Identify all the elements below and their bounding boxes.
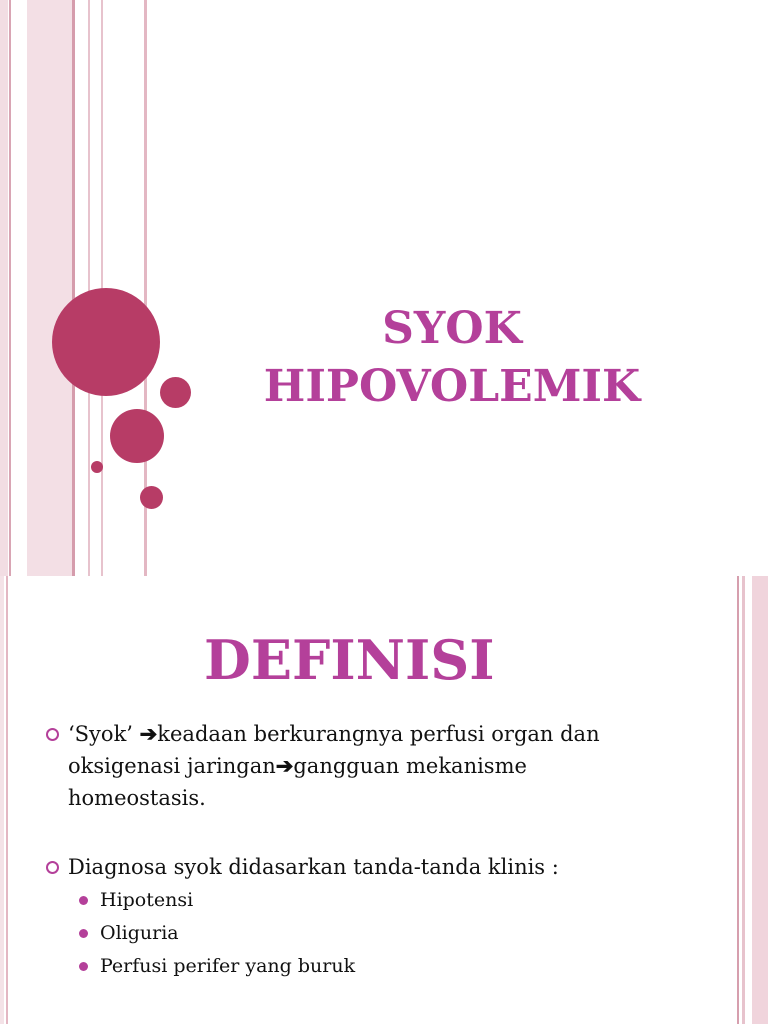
sub-bullet-item [80,921,179,945]
decor-circle-small [160,377,191,408]
dot-bullet-icon [79,929,88,938]
decor-stripe [72,0,75,576]
sub-bullet-text: Perfusi perifer yang buruk [100,955,356,977]
bullet-item-definition [46,718,666,814]
decor-stripe [6,576,8,1024]
dot-bullet-icon [79,962,88,971]
bullet-text: Diagnosa syok didasarkan tanda-tanda klinis : [68,855,559,879]
bullet-text-part: ‘Syok’ [68,722,140,746]
title-line-1: SYOK [382,303,522,354]
decor-stripe [0,576,4,1024]
decor-stripe [742,576,745,1024]
sub-bullet-item [80,888,193,912]
decor-circle-small [140,486,163,509]
arrow-right-icon: ➔ [275,753,294,778]
decor-stripe [0,0,8,576]
decor-stripe [9,0,11,576]
bullet-text [68,718,666,814]
sub-bullet-text: Oliguria [100,922,179,944]
sub-bullet-item [80,954,355,978]
title-line-2: HIPOVOLEMIK [263,361,641,412]
decor-stripe [88,0,90,576]
sub-bullet-text: Hipotensi [100,889,194,911]
bullet-text-part: gangguan mekanisme homeostasis. [68,754,527,810]
decor-circle-medium [110,409,164,463]
decor-stripe [752,576,768,1024]
dot-bullet-icon [79,896,88,905]
slide-heading: DEFINISI [204,628,495,692]
decor-circle-tiny [91,461,103,473]
decor-stripe [737,576,739,1024]
bullet-item-diagnosis [46,852,666,882]
arrow-right-icon: ➔ [139,721,158,746]
ring-bullet-icon [46,728,59,741]
bullet-text-part: keadaan berkurangnya perfusi organ dan oksigenasi jaringan [68,722,600,778]
ring-bullet-icon [46,861,59,874]
decor-stripe [27,0,72,576]
slide-title-text [232,300,672,416]
decor-circle-large [52,288,160,396]
